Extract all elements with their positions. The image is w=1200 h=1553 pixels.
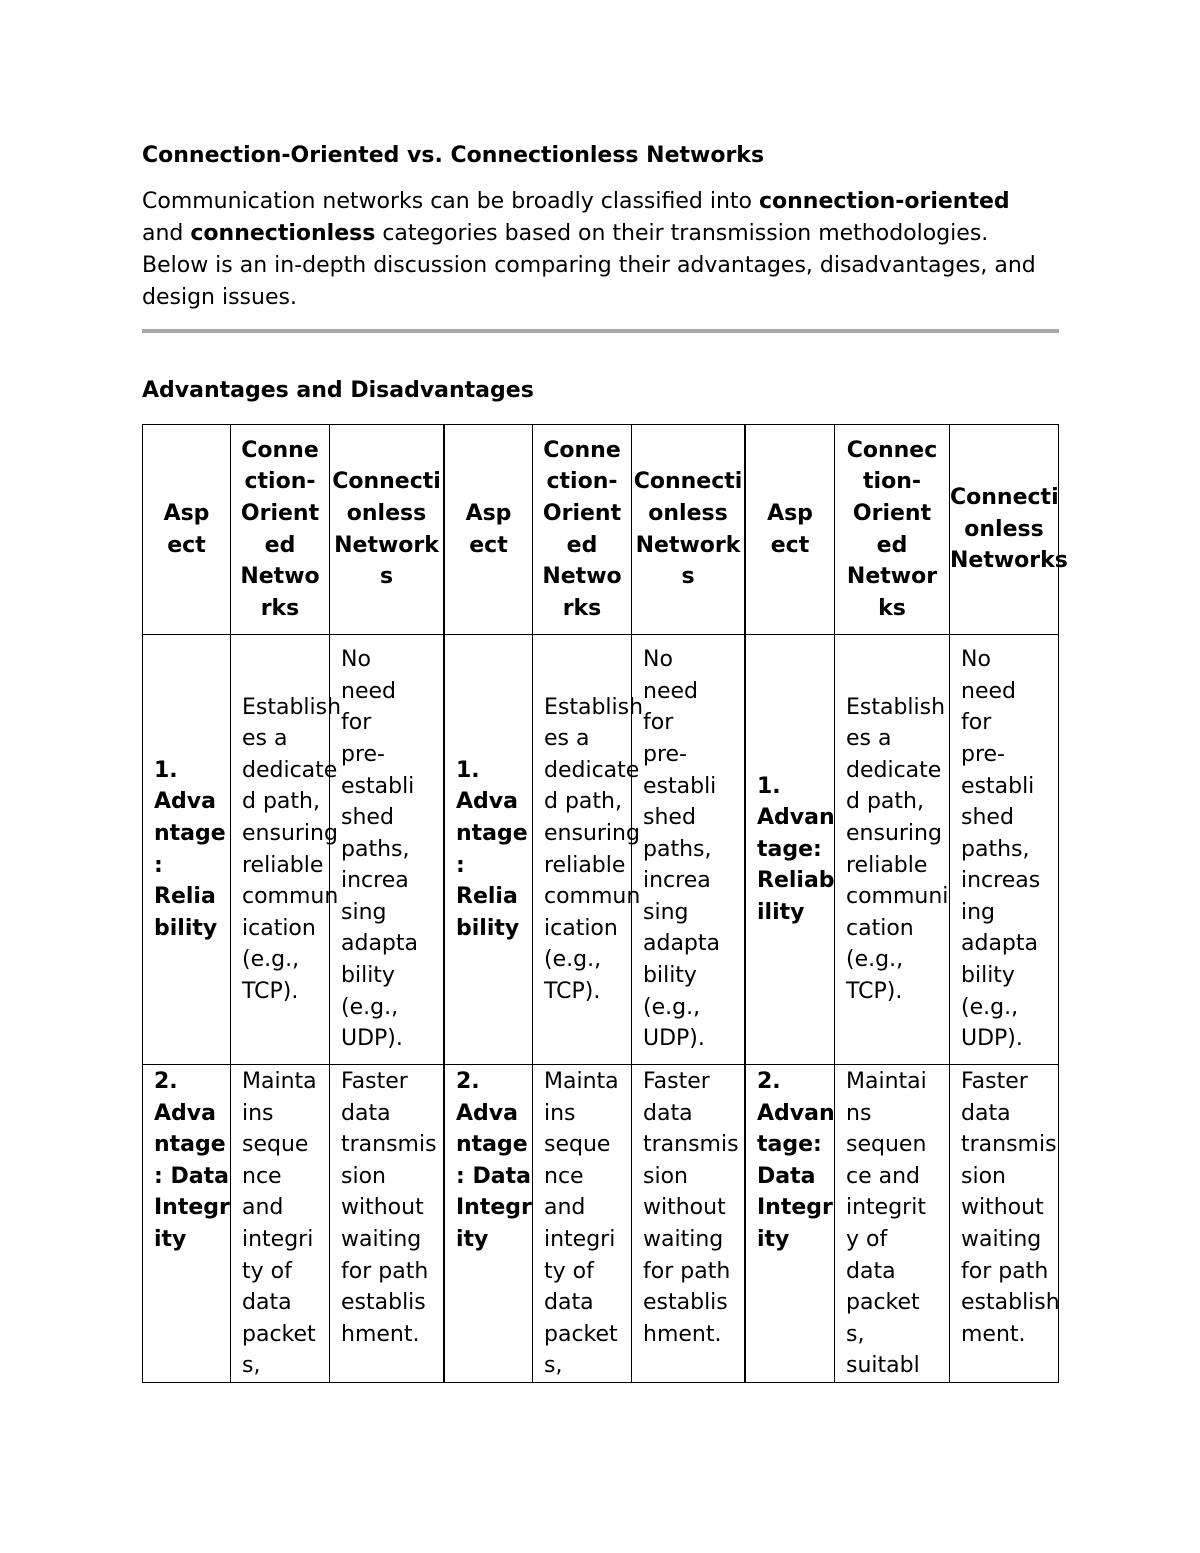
aspect-cell	[445, 1065, 533, 1383]
cell-text: Faster data transmis sion without waiting for path establis hment.	[643, 1069, 739, 1347]
cell-text: 2. Adva ntage : Data Integr ity	[154, 1069, 230, 1252]
intro-text-2: and	[142, 221, 191, 246]
header-text: Connec tion- Orient ed Networ ks	[846, 437, 938, 621]
aspect-cell	[746, 1065, 835, 1383]
header-cell-connection-oriented	[835, 425, 950, 635]
connectionless-cell	[950, 635, 1059, 1065]
table-header-row	[746, 425, 1059, 635]
connectionless-cell	[950, 1065, 1059, 1383]
table-header-row	[143, 425, 444, 635]
connection-oriented-cell	[533, 1065, 632, 1383]
connection-oriented-cell	[231, 1065, 330, 1383]
cell-text: Establish es a dedicate d path, ensuring reliable commun ication (e.g., TCP).	[544, 694, 644, 1004]
connectionless-cell	[330, 635, 444, 1065]
cell-text: Maintai ns sequen ce and integrit y of data packet s, suitabl	[846, 1069, 927, 1379]
aspect-cell	[746, 635, 835, 1065]
aspect-cell	[445, 635, 533, 1065]
intro-bold-connectionless: connectionless	[190, 221, 376, 246]
header-text: Conne ction- Orient ed Netwo rks	[542, 437, 622, 621]
table-row	[143, 635, 444, 1065]
cell-text: No need for pre- establi shed paths, increas ing adapta bility (e.g., UDP).	[961, 647, 1041, 1052]
header-cell-connectionless	[330, 425, 444, 635]
horizontal-rule	[142, 329, 1059, 333]
header-cell-connection-oriented	[231, 425, 330, 635]
header-cell-connection-oriented	[533, 425, 632, 635]
connectionless-cell	[330, 1065, 444, 1383]
connection-oriented-cell	[231, 635, 342, 1065]
header-text: Connecti onless Networks	[950, 485, 1068, 574]
table-row	[746, 635, 1059, 1065]
comparison-table-3	[745, 424, 1068, 1383]
table-row	[445, 635, 745, 1065]
intro-text-3: categories based on their transmission methodologies. Below is an in-depth discussion comparing their advantages, disadvantages, and design issues.	[142, 221, 1036, 310]
connection-oriented-cell	[835, 635, 950, 1065]
header-text: Asp ect	[767, 500, 813, 558]
table-row	[143, 1065, 444, 1383]
table-header-row	[445, 425, 745, 635]
header-cell-aspect	[143, 425, 231, 635]
header-cell-connectionless	[950, 425, 1068, 635]
cell-text: Faster data transmis sion without waiting for path establis hment.	[341, 1069, 437, 1347]
table-row	[445, 1065, 745, 1383]
aspect-cell	[143, 1065, 231, 1383]
cell-text: Mainta ins seque nce and integri ty of data packet s,	[242, 1069, 317, 1379]
document-title: Connection-Oriented vs. Connectionless Networks	[142, 143, 765, 168]
connectionless-cell	[632, 1065, 745, 1383]
header-text: Asp ect	[465, 500, 512, 558]
header-text: Connecti onless Network s	[633, 469, 743, 590]
intro-paragraph	[142, 186, 1058, 314]
cell-text: 2. Advan tage: Data Integr ity	[757, 1069, 835, 1252]
comparison-tables	[142, 424, 1068, 1381]
cell-text: Faster data transmis sion without waiting for path establish ment.	[961, 1069, 1060, 1347]
connection-oriented-cell	[533, 635, 644, 1065]
header-text: Asp ect	[163, 500, 210, 558]
connection-oriented-cell	[835, 1065, 950, 1383]
cell-text: Establish es a dedicate d path, ensuring reliable commun ication (e.g., TCP).	[242, 694, 342, 1004]
cell-text: No need for pre- establi shed paths, increa sing adapta bility (e.g., UDP).	[643, 647, 720, 1052]
cell-text: 1. Adva ntage : Relia bility	[456, 757, 528, 941]
cell-text: 1. Advan tage: Reliab ility	[757, 773, 835, 925]
intro-text-1: Communication networks can be broadly classified into	[142, 189, 759, 214]
comparison-table-1	[142, 424, 444, 1383]
cell-text: No need for pre- establi shed paths, increa sing adapta bility (e.g., UDP).	[341, 647, 418, 1052]
cell-text: 1. Adva ntage : Relia bility	[154, 757, 226, 941]
cell-text: Mainta ins seque nce and integri ty of data packet s,	[544, 1069, 619, 1379]
header-cell-aspect	[445, 425, 533, 635]
cell-text: Establish es a dedicate d path, ensuring reliable communi cation (e.g., TCP).	[846, 694, 949, 1004]
header-text: Conne ction- Orient ed Netwo rks	[240, 437, 320, 621]
intro-bold-connection-oriented: connection-oriented	[758, 189, 1010, 214]
table-row	[746, 1065, 1059, 1383]
cell-text: 2. Adva ntage : Data Integr ity	[456, 1069, 532, 1252]
header-text: Connecti onless Network s	[332, 469, 441, 590]
connectionless-cell	[632, 635, 745, 1065]
aspect-cell	[143, 635, 231, 1065]
header-cell-aspect	[746, 425, 835, 635]
comparison-table-2	[444, 424, 745, 1383]
section-title: Advantages and Disadvantages	[142, 378, 534, 403]
header-cell-connectionless	[632, 425, 745, 635]
